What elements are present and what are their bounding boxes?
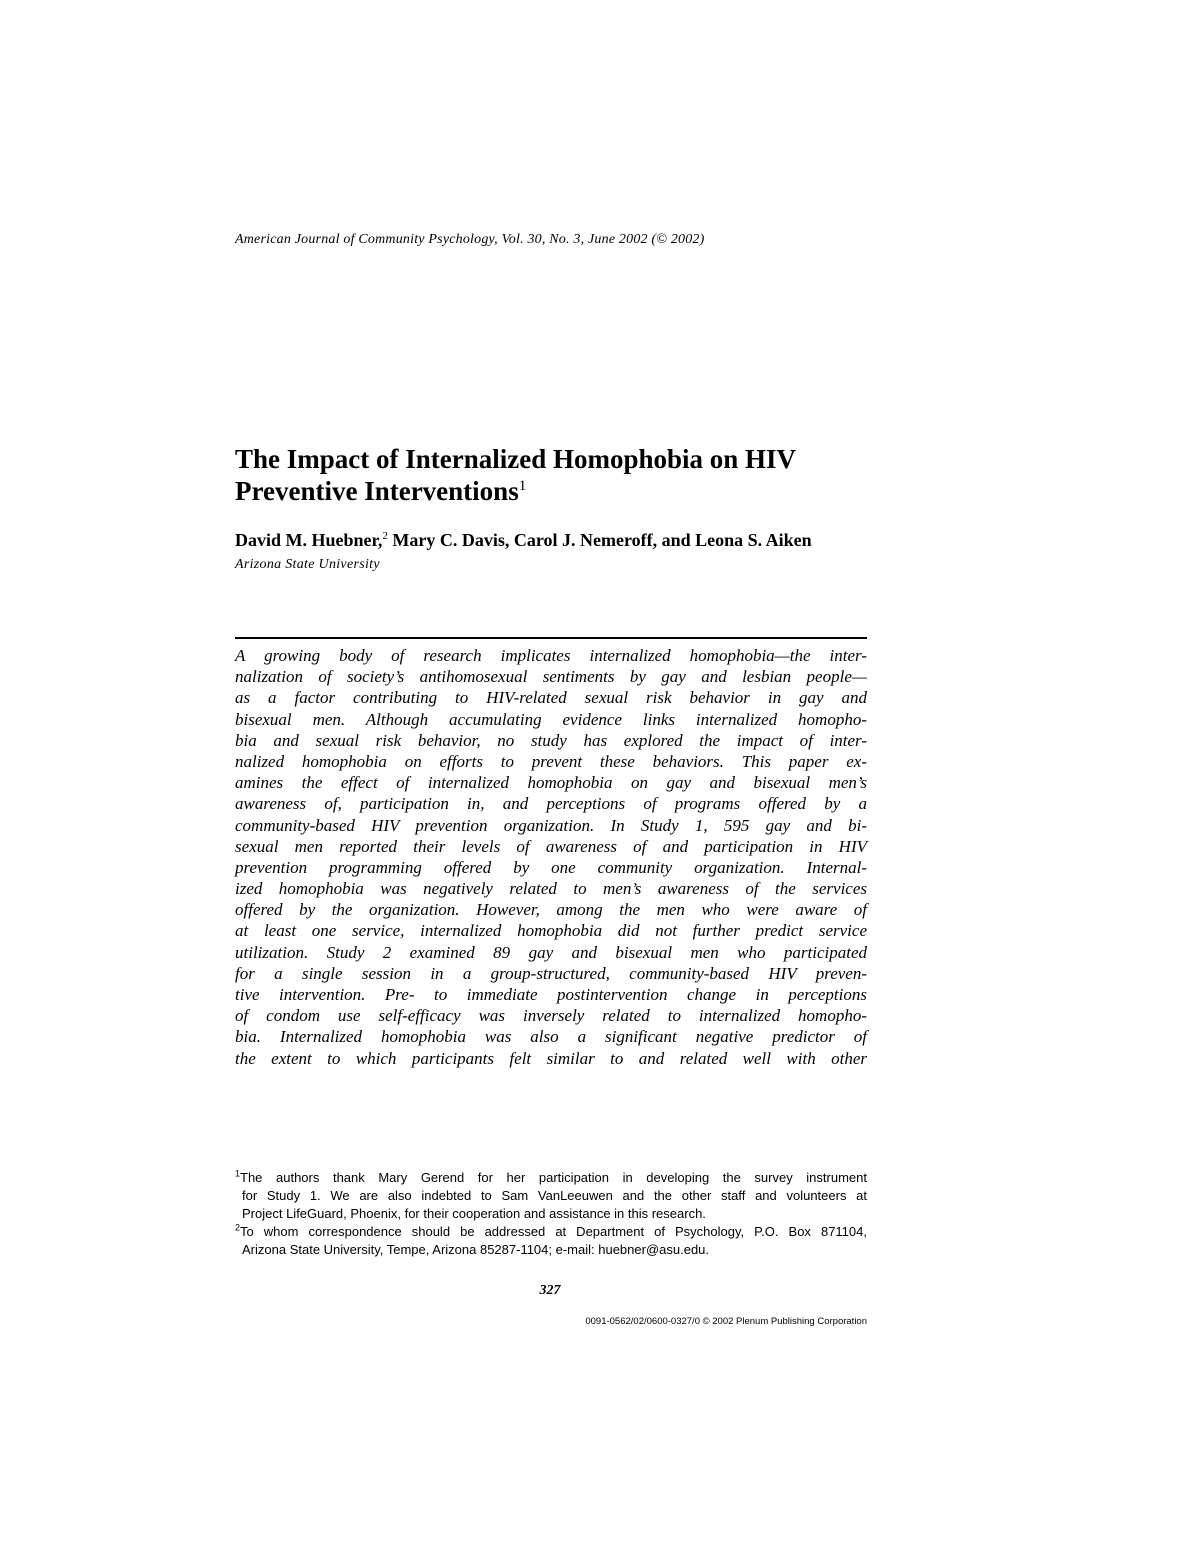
abstract-line: bia and sexual risk behavior, no study has explored the impact of inter- (235, 730, 867, 750)
abstract-line: ized homophobia was negatively related to men’s awareness of the services (235, 879, 867, 899)
abstract-line: utilization. Study 2 examined 89 gay and bisexual men who participated (235, 942, 867, 962)
footnote-line: for Study 1. We are also indebted to Sam VanLeeuwen and the other staff and volunteers at (242, 1188, 867, 1203)
footnote-line (235, 1169, 867, 1187)
author-footnote-mark: 2 (382, 530, 388, 542)
abstract-line: for a single session in a group-structured, community-based HIV preven- (235, 963, 867, 983)
footnote-1 (235, 1169, 867, 1223)
abstract-line: as a factor contributing to HIV-related sexual risk behavior in gay and (235, 688, 867, 708)
author-affiliation: Arizona State University (235, 557, 380, 572)
footnote-2 (235, 1223, 867, 1259)
abstract-line: tive intervention. Pre- to immediate postintervention change in perceptions (235, 985, 867, 1004)
abstract-line: bisexual men. Although accumulating evidence links internalized homopho- (235, 709, 867, 729)
footnote-mark: 1 (235, 1168, 241, 1179)
footnotes (235, 1169, 867, 1259)
abstract-line: prevention programming offered by one community organization. Internal- (235, 857, 867, 877)
abstract-line: the extent to which participants felt similar to and related well with other (235, 1048, 867, 1068)
title-footnote-mark: 1 (518, 478, 527, 494)
abstract-line: amines the effect of internalized homophobia on gay and bisexual men’s (235, 773, 867, 793)
page-number: 327 (539, 1283, 561, 1298)
abstract-line: awareness of, participation in, and perceptions of programs offered by a (235, 794, 867, 814)
abstract (235, 645, 867, 1069)
abstract-line: A growing body of research implicates internalized homophobia—the inter- (235, 646, 867, 665)
article-title (235, 443, 875, 507)
other-authors: Mary C. Davis, Carol J. Nemeroff, and Leona S. Aiken (387, 530, 812, 550)
abstract-line: community-based HIV prevention organization. In Study 1, 595 gay and bi- (235, 815, 867, 835)
footnote-text: To whom correspondence should be addressed at Department of Psychology, P.O. Box 871104, (240, 1224, 867, 1239)
journal-citation: American Journal of Community Psychology, Vol. 30, No. 3, June 2002 (© 2002) (235, 232, 705, 247)
footnote-line (235, 1223, 867, 1241)
footnote-mark: 2 (235, 1222, 241, 1233)
abstract-line: sexual men reported their levels of awareness of and participation in HIV (235, 836, 867, 856)
title-line-2: Preventive Interventions (235, 476, 519, 506)
footnote-line: Arizona State University, Tempe, Arizona 85287-1104; e-mail: huebner@asu.edu. (242, 1242, 710, 1257)
abstract-divider (235, 637, 867, 639)
abstract-line: offered by the organization. However, among the men who were aware of (235, 900, 867, 920)
title-line-1: The Impact of Internalized Homophobia on HIV (235, 444, 797, 474)
footnote-text: The authors thank Mary Gerend for her participation in developing the survey instrument (240, 1170, 867, 1185)
abstract-line: at least one service, internalized homophobia did not further predict service (235, 921, 867, 941)
abstract-line: nalization of society’s antihomosexual sentiments by gay and lesbian people— (235, 667, 867, 687)
footnote-line: Project LifeGuard, Phoenix, for their cooperation and assistance in this research. (242, 1206, 706, 1221)
copyright-line: 0091-0562/02/0600-0327/0 © 2002 Plenum Publishing Corporation (585, 1316, 867, 1327)
abstract-line: nalized homophobia on efforts to prevent these behaviors. This paper ex- (235, 751, 867, 771)
abstract-line: bia. Internalized homophobia was also a significant negative predictor of (235, 1027, 867, 1047)
author-list (235, 529, 895, 551)
first-author: David M. Huebner, (235, 530, 383, 550)
abstract-line: of condom use self-efficacy was inversely related to internalized homopho- (235, 1006, 867, 1026)
